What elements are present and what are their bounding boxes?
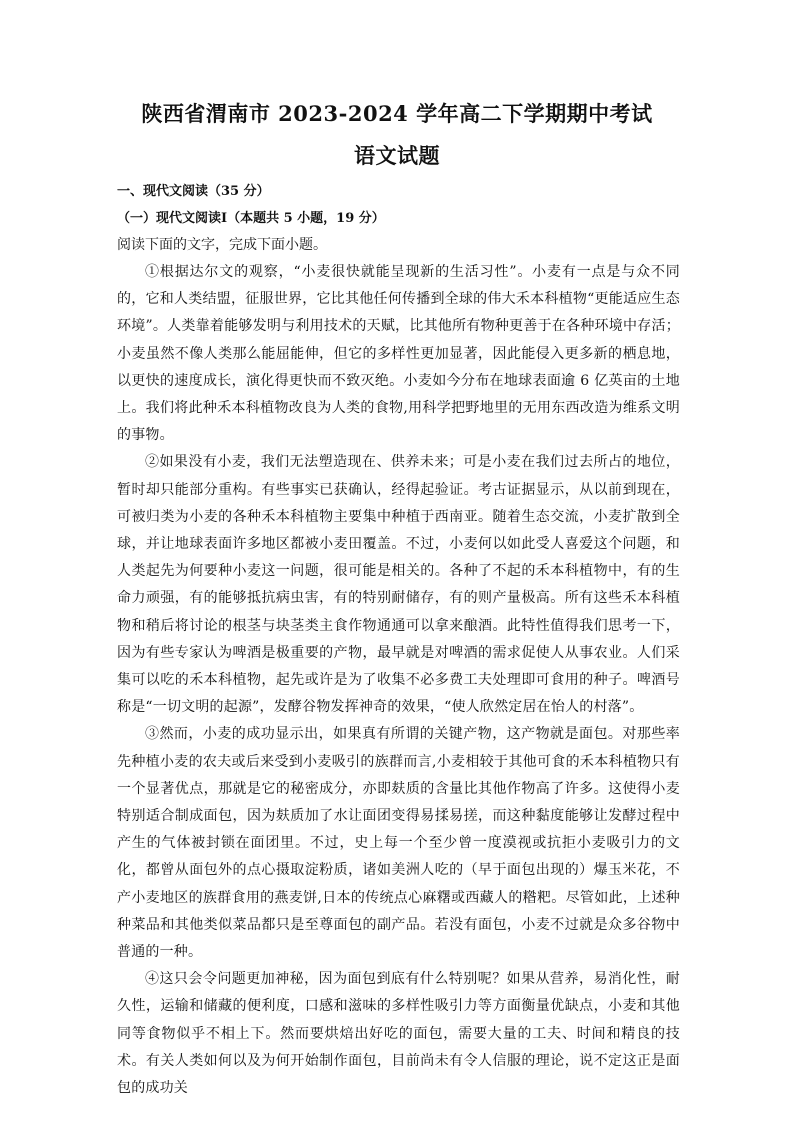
paragraph-2: ②如果没有小麦，我们无法塑造现在、供养未来；可是小麦在我们过去所占的地位，暂时却只能部分重构。有些事实已获确认，经得起验证。考古证据显示，从以前到现在，可被归类为小麦的各种禾本科植物主要集中种植于西南亚。随着生态交流，小麦扩散到全球，并让地球表面许多地区都被小麦田覆盖。不过，小麦何以如此受人喜爱这个问题，和人类起先为何要种小麦这一问题，很可能是相关的。各种了不起的禾本科植物中，有的生命力顽强，有的能够抵抗病虫害，有的特别耐储存，有的则产量极高。所有这些禾本科植物和稍后将讨论的根茎与块茎类主食作物通通可以拿来酿酒。此特性值得我们思考一下，因为有些专家认为啤酒是极重要的产物，最早就是对啤酒的需求促使人从事农业。人们采集可以吃的禾本科植物，起先或许是为了收集不必多费工夫处理即可食用的种子。啤酒号称是“一切文明的起源”，发酵谷物发挥神奇的效果，“使人欣然定居在怡人的村落”。 xyxy=(117,454,680,716)
section-heading-modern-reading: 一、现代文阅读（35 分） xyxy=(117,184,270,199)
reading-instruction: 阅读下面的文字，完成下面小题。 xyxy=(117,237,327,253)
paragraph-3: ③然而，小麦的成功显示出，如果真有所谓的关键产物，这产物就是面包。对那些率先种植小麦的农夫或后来受到小麦吸引的族群而言,小麦相较于其他可食的禾本科植物只有一个显著优点，那就是它的秘密成分，亦即麸质的含量比其他作物高了许多。这使得小麦特别适合制成面包，因为麸质加了水让面团变得易揉易搓，而这种黏度能够让发酵过程中产生的气体被封锁在面团里。不过，史上每一个至少曾一度漠视或抗拒小麦吸引力的文化，都曾从面包外的点心摄取淀粉质，诸如美洲人吃的（早于面包出现的）爆玉米花，不产小麦地区的族群食用的燕麦饼,日本的传统点心麻糬或西藏人的糌粑。尽管如此，上述种种菜品和其他类似菜品都只是至尊面包的副产品。若没有面包，小麦不过就是众多谷物中普通的一种。 xyxy=(117,726,680,961)
section-heading-reading-one: （一）现代文阅读Ⅰ（本题共 5 小题，19 分） xyxy=(117,211,385,226)
document-title: 陕西省渭南市 2023-2024 学年高二下学期期中考试 xyxy=(141,101,653,126)
article-body xyxy=(117,259,680,1102)
paragraph-4: ④这只会令问题更加神秘，因为面包到底有什么特别呢？如果从营养，易消化性，耐久性，运输和储藏的便利度，口感和滋味的多样性吸引力等方面衡量优缺点，小麦和其他同等食物似乎不相上下。然而要烘焙出好吃的面包，需要大量的工夫、时间和精良的技术。有关人类如何以及为何开始制作面包，目前尚未有令人信服的理论，说不定这正是面包的成功关 xyxy=(117,971,680,1097)
paragraph-1: ①根据达尔文的观察，“小麦很快就能呈现新的生活习性”。小麦有一点是与众不同的，它和人类结盟，征服世界，它比其他任何传播到全球的伟大禾本科植物“更能适应生态环境”。人类靠着能够发明与利用技术的天赋，比其他所有物种更善于在各种环境中存活；小麦虽然不像人类那么能屈能伸，但它的多样性更加显著，因此能侵入更多新的栖息地，以更快的速度成长，演化得更快而不致灭绝。小麦如今分布在地球表面逾 6 亿英亩的土地上。我们将此种禾本科植物改良为人类的食物,用科学把野地里的无用东西改造为维系文明的事物。 xyxy=(117,264,680,444)
document-subtitle: 语文试题 xyxy=(354,143,440,168)
